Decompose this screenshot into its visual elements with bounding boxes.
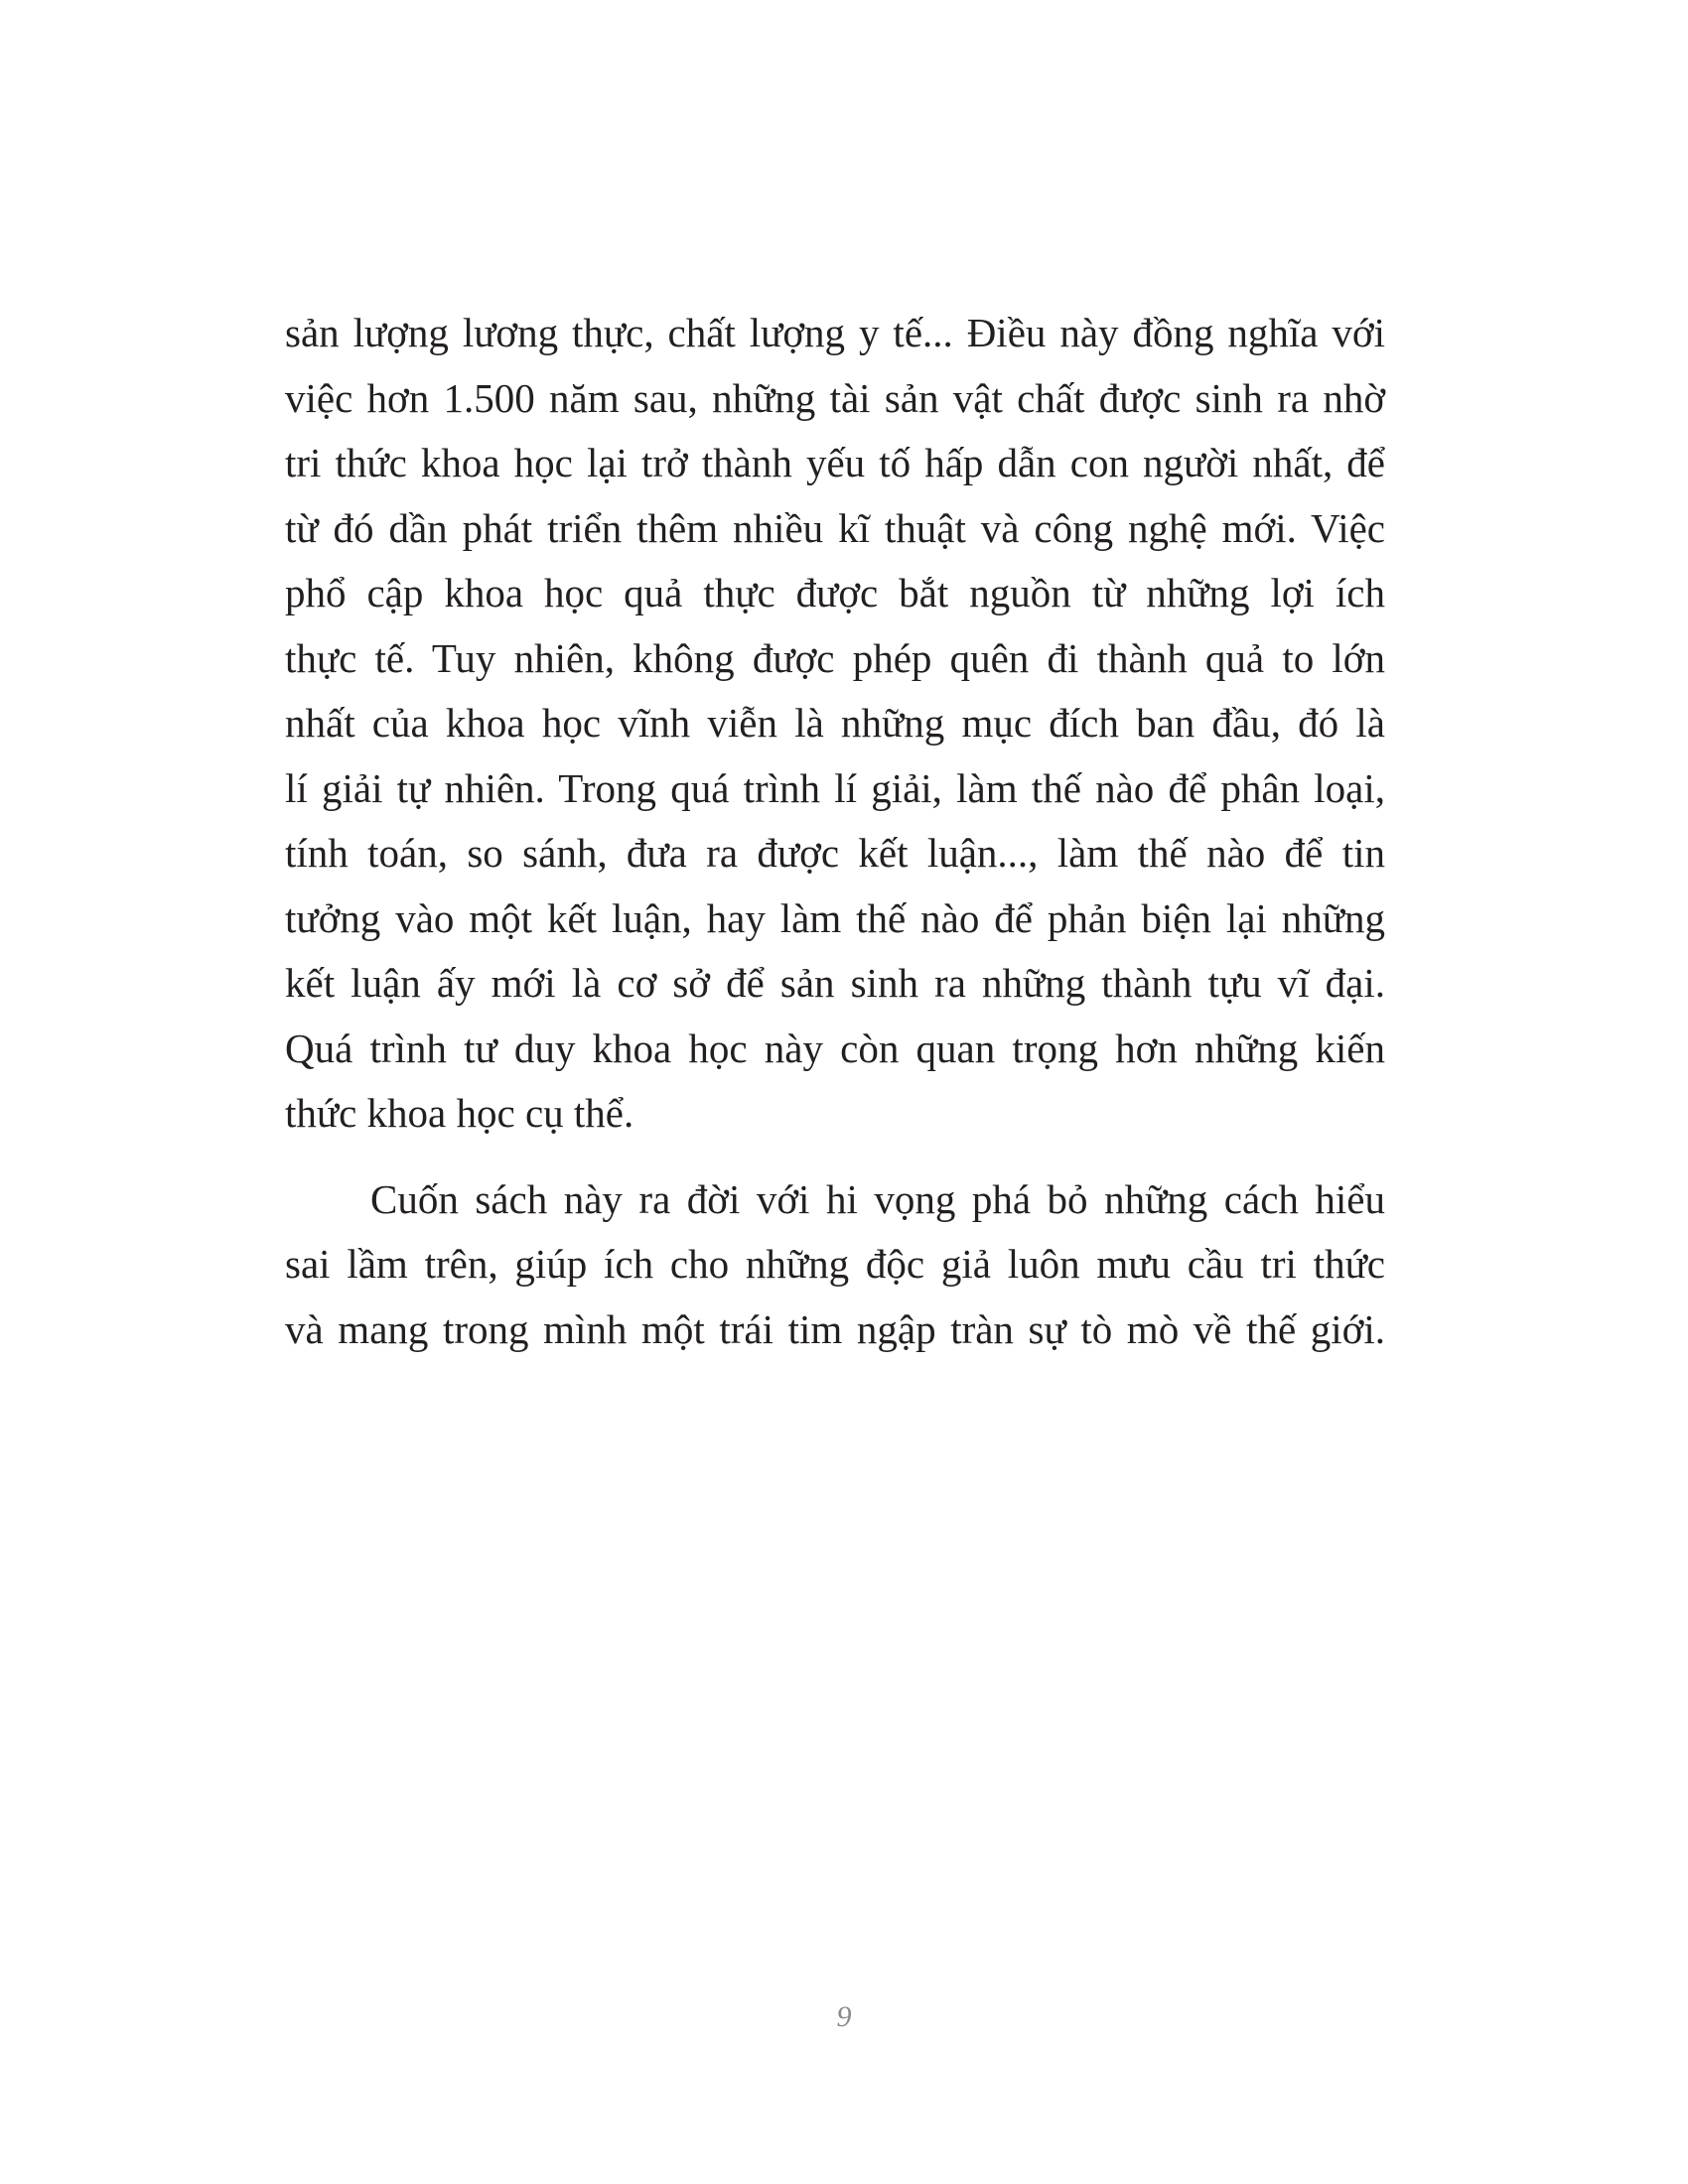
paragraph-2 <box>285 1167 1385 1363</box>
text-line: Cuốn sách này ra đời với hi vọng phá bỏ những cách hiểu <box>370 1175 1385 1222</box>
text-line: tính toán, so sánh, đưa ra được kết luận..., làm thế nào để tin <box>285 830 1385 876</box>
text-line: thức khoa học cụ thể. <box>285 1090 634 1136</box>
text-line: tri thức khoa học lại trở thành yếu tố hấp dẫn con người nhất, để <box>285 440 1385 485</box>
paragraph-1 <box>285 301 1385 1147</box>
text-line: sản lượng lương thực, chất lượng y tế... Điều này đồng nghĩa với <box>285 310 1385 355</box>
body-text <box>285 301 1385 1362</box>
text-line: Quá trình tư duy khoa học này còn quan trọng hơn những kiến <box>285 1024 1385 1071</box>
text-line: việc hơn 1.500 năm sau, những tài sản vật chất được sinh ra nhờ <box>285 374 1385 421</box>
text-line: phổ cập khoa học quả thực được bắt nguồn từ những lợi ích <box>285 570 1385 615</box>
page-number: 9 <box>836 2000 852 2033</box>
text-line: tưởng vào một kết luận, hay làm thế nào để phản biện lại những <box>285 894 1385 941</box>
text-line: nhất của khoa học vĩnh viễn là những mục đích ban đầu, đó là <box>285 700 1385 746</box>
text-line: lí giải tự nhiên. Trong quá trình lí giải, làm thế nào để phân loại, <box>285 764 1385 811</box>
paragraph-spacer <box>285 1147 1385 1167</box>
text-line: sai lầm trên, giúp ích cho những độc giả luôn mưu cầu tri thức <box>285 1241 1385 1287</box>
text-line: và mang trong mình một trái tim ngập tràn sự tò mò về thế giới. <box>285 1305 1385 1352</box>
text-line: từ đó dần phát triển thêm nhiều kĩ thuật và công nghệ mới. Việc <box>285 504 1385 551</box>
text-line: thực tế. Tuy nhiên, không được phép quên đi thành quả to lớn <box>285 634 1385 681</box>
text-line: kết luận ấy mới là cơ sở để sản sinh ra những thành tựu vĩ đại. <box>285 960 1385 1006</box>
